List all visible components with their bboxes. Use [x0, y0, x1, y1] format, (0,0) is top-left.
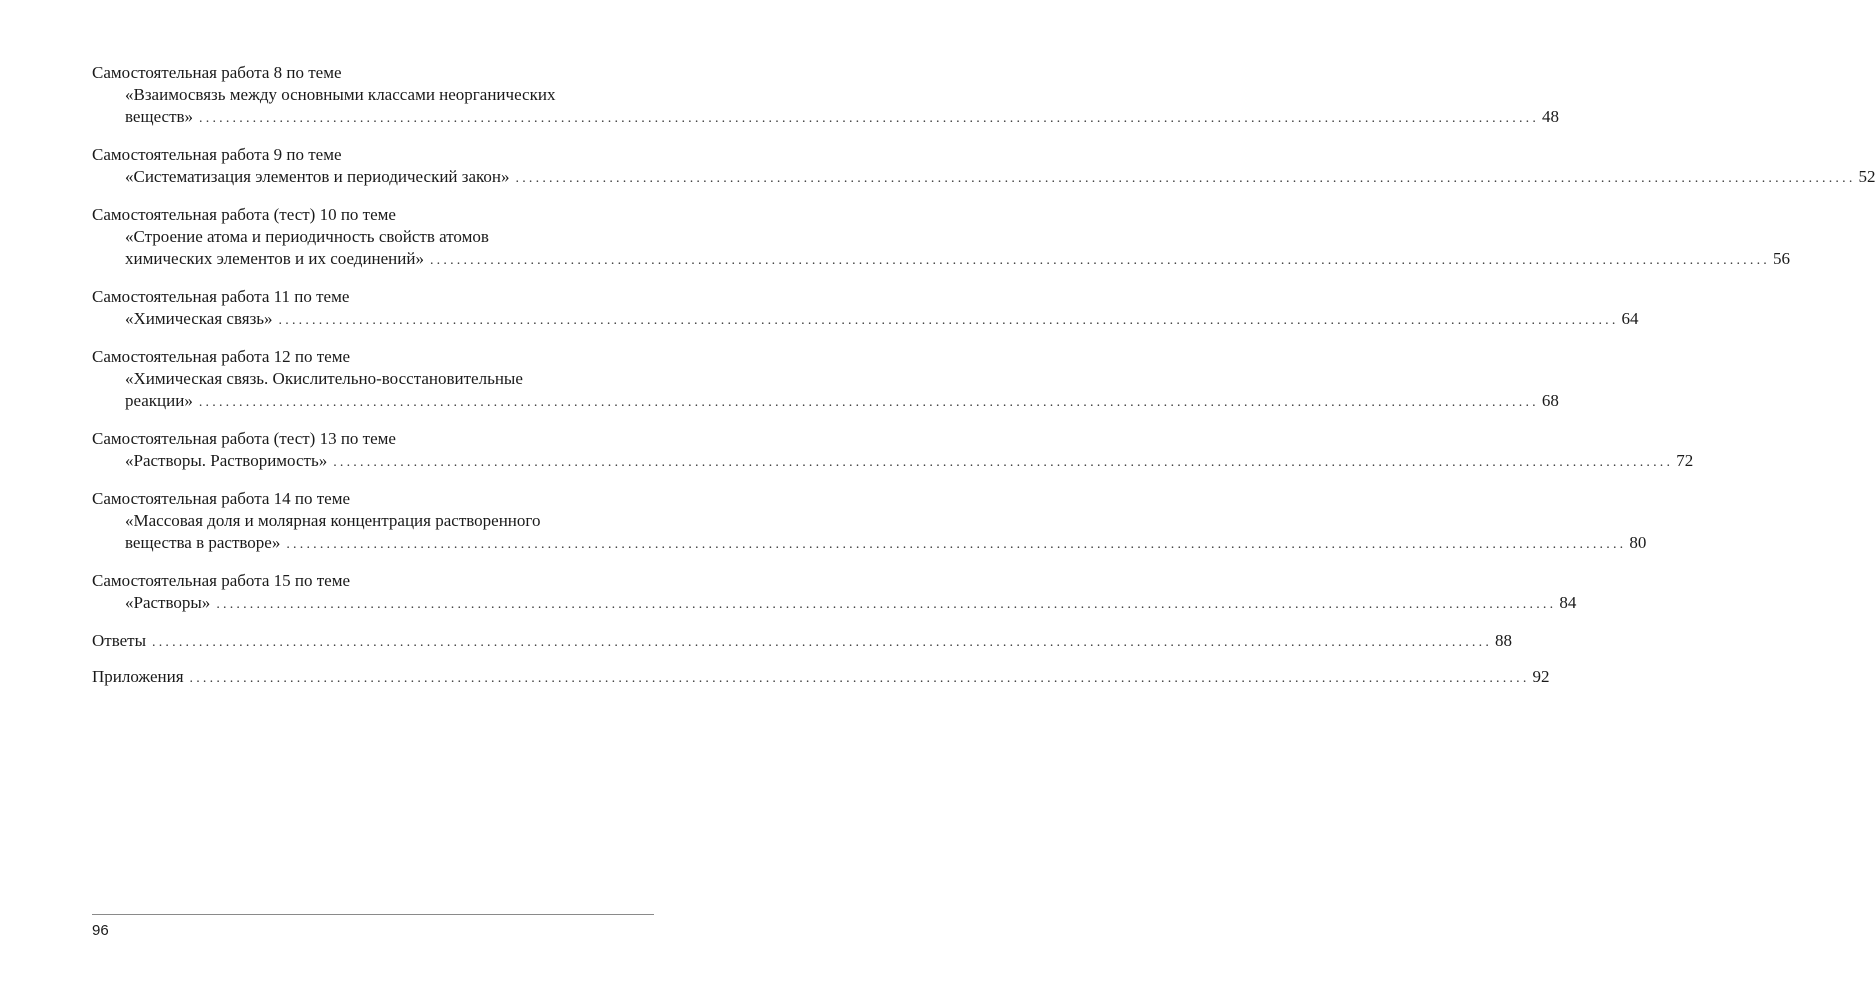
toc-entry-title-end: «Химическая связь» [125, 309, 273, 328]
toc-entry-heading: Самостоятельная работа 14 по теме [92, 489, 351, 508]
toc-entry-heading: Самостоятельная работа 8 по теме [92, 63, 342, 82]
toc-entry [92, 428, 1694, 474]
toc-entry [92, 488, 1647, 556]
toc-entry-page: 72 [1676, 451, 1694, 470]
dot-leader: ........................................................................................................................................................................................................ [333, 455, 1674, 470]
toc-entry [92, 62, 1560, 130]
toc-entry-title-end: реакции» [125, 391, 193, 410]
toc-entry-leader-line [92, 308, 1639, 332]
page-number: 96 [92, 922, 109, 939]
toc-entry-title-end: «Растворы. Растворимость» [125, 451, 328, 470]
dot-leader: ........................................................................................................................................................................................................ [515, 171, 1856, 186]
toc-entry [92, 286, 1639, 332]
toc-entry-leader-line [92, 450, 1694, 474]
dot-leader: ........................................................................................................................................................................................................ [189, 671, 1530, 686]
toc-entry-title-line: «Взаимосвязь между основными классами неорганических [125, 85, 556, 104]
toc-entry-leader-line [92, 532, 1647, 556]
toc-entry-page: 80 [1629, 533, 1647, 552]
toc-entry-leader-line [92, 592, 1577, 616]
toc-entry-page: 56 [1772, 249, 1790, 268]
footer-divider [92, 914, 654, 915]
dot-leader: ........................................................................................................................................................................................................ [198, 395, 1539, 410]
toc-entry [92, 570, 1577, 616]
toc-entry [92, 204, 1790, 272]
dot-leader: ........................................................................................................................................................................................................ [286, 537, 1627, 552]
toc-entry-title-line: «Химическая связь. Окислительно-восстановительные [125, 369, 523, 388]
toc-appendix-label: Приложения [92, 667, 184, 686]
toc-answers-page: 88 [1495, 631, 1513, 650]
dot-leader: ........................................................................................................................................................................................................ [278, 313, 1619, 328]
toc-entry-answers [92, 630, 1513, 654]
toc-entry-title-end: «Систематизация элементов и периодический закон» [125, 167, 510, 186]
toc-entry-title-end: веществ» [125, 107, 194, 126]
toc-entry-leader-line [92, 106, 1560, 130]
dot-leader: ........................................................................................................................................................................................................ [152, 635, 1493, 650]
toc-entry-page: 68 [1541, 391, 1559, 410]
toc-entry-page: 52 [1858, 167, 1876, 186]
dot-leader: ........................................................................................................................................................................................................ [429, 253, 1770, 268]
table-of-contents [92, 62, 1876, 702]
toc-answers-label: Ответы [92, 631, 147, 650]
toc-entry-heading: Самостоятельная работа 11 по теме [92, 287, 350, 306]
toc-entry-title-end: химических элементов и их соединений» [125, 249, 424, 268]
toc-entry-heading: Самостоятельная работа 9 по теме [92, 145, 342, 164]
toc-entry-heading: Самостоятельная работа 12 по теме [92, 347, 351, 366]
toc-entry-leader-line [92, 166, 1876, 190]
dot-leader: ........................................................................................................................................................................................................ [216, 597, 1557, 612]
toc-entry-leader-line [92, 666, 1550, 690]
toc-entry-title-end: вещества в растворе» [125, 533, 281, 552]
toc-entry-leader-line [92, 248, 1790, 272]
toc-entry-title-end: «Растворы» [125, 593, 211, 612]
toc-entry-page: 64 [1621, 309, 1639, 328]
toc-entry-leader-line [92, 630, 1513, 654]
toc-entry-heading: Самостоятельная работа 15 по теме [92, 571, 351, 590]
toc-entry [92, 144, 1876, 190]
toc-entry-title-line: «Строение атома и периодичность свойств атомов [125, 227, 489, 246]
toc-entry-title-line: «Массовая доля и молярная концентрация растворенного [125, 511, 541, 530]
toc-entry-heading: Самостоятельная работа (тест) 10 по теме [92, 205, 396, 224]
toc-entry-appendix [92, 666, 1550, 690]
toc-entry [92, 346, 1559, 414]
toc-entry-heading: Самостоятельная работа (тест) 13 по теме [92, 429, 396, 448]
dot-leader: ........................................................................................................................................................................................................ [199, 111, 1540, 126]
toc-entry-leader-line [92, 390, 1559, 414]
toc-entry-page: 84 [1559, 593, 1577, 612]
toc-entry-page: 48 [1542, 107, 1560, 126]
toc-appendix-page: 92 [1532, 667, 1550, 686]
